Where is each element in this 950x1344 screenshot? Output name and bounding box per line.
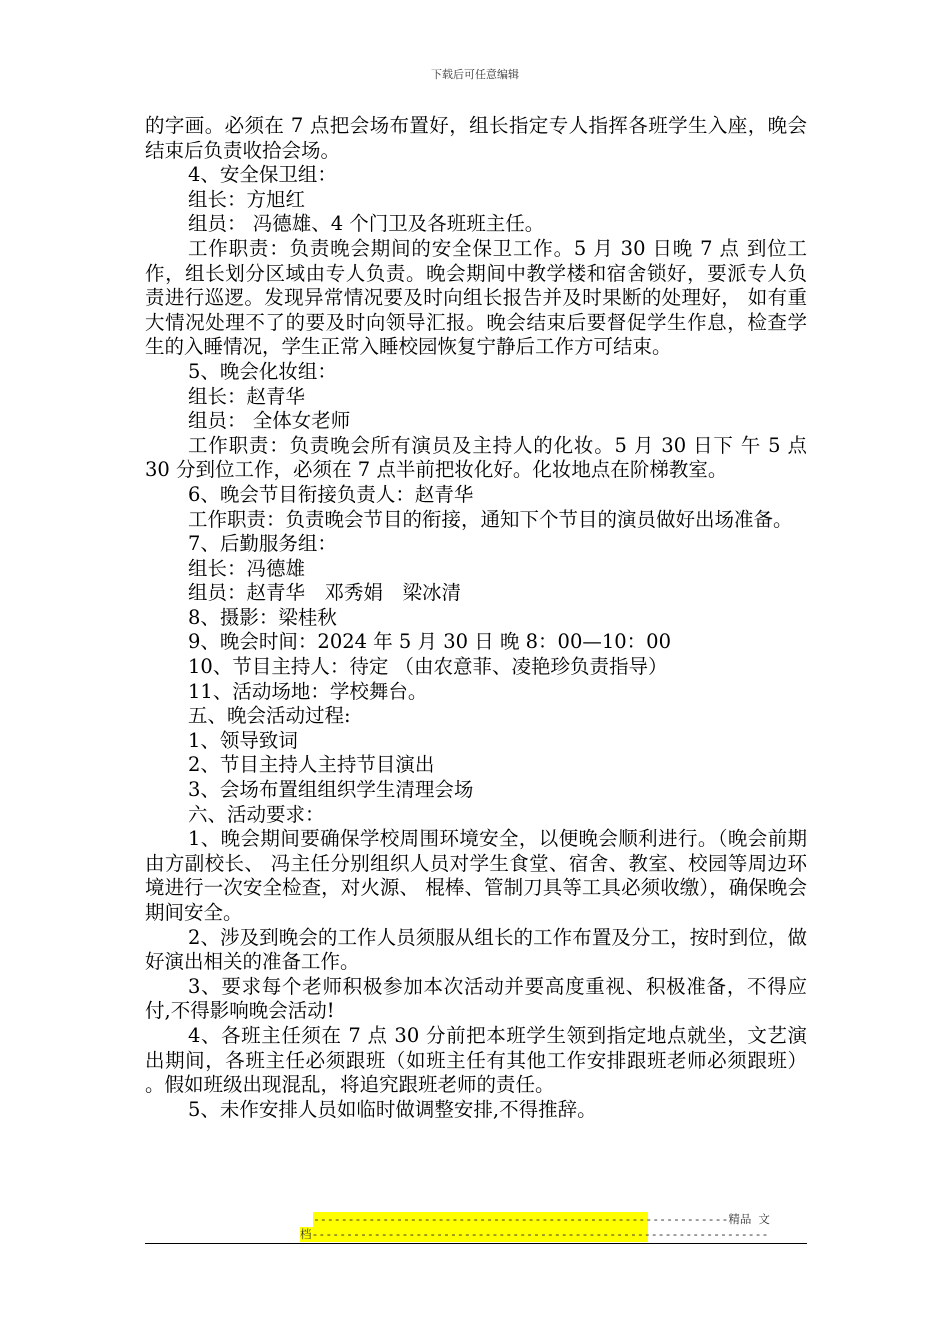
section-makeup-group: 5、晚会化妆组： [188,359,337,383]
security-group-leader: 组长：方旭红 [188,187,306,211]
page-header: 下载后可任意编辑 [431,68,519,81]
requirement-3: 3、要求每个老师积极参加本次活动并要高度重视、积极准备，不得应付,不得影响晚会活动! [145,974,807,1023]
document-body [145,114,807,1122]
requirement-2: 2、涉及到晚会的工作人员须服从组长的工作布置及分工，按时到位，做好演出相关的准备工作。 [145,925,807,974]
section-logistics-group: 7、后勤服务组： [188,532,337,556]
logistics-group-members: 组员：赵青华 邓秀娟 梁冰清 [188,581,462,605]
program-coordinator-duties: 工作职责：负责晚会节目的衔接，通知下个节目的演员做好出场准备。 [188,507,793,531]
requirement-4: 4、各班主任须在 7 点 30 分前把本班学生领到指定地点就坐，文艺演出期间，各班主任必须跟班（如班主任有其他工作安排跟班老师必须跟班） 。假如班级出现混乱，将追究跟班老师的责任。 [145,1023,807,1097]
footer-line-1: ------------------------------------------------------------精品 文 [313,1212,770,1226]
makeup-group-leader: 组长：赵青华 [188,384,306,408]
footer-divider [145,1243,807,1244]
process-step-3: 3、会场布置组组织学生清理会场 [188,778,474,802]
paragraph-venue-continuation: 的字画。必须在 7 点把会场布置好，组长指定专人指挥各班学生入座，晚会结束后负责收拾会场。 [145,114,807,162]
footer-line-2: 档------------------------------------------------------------------ [300,1227,769,1241]
requirement-1: 1、晚会期间要确保学校周围环境安全，以便晚会顺利进行。（晚会前期由方副校长、 冯主任分别组织人员对学生食堂、宿舍、教室、校园等周边环境进行一次安全检查，对火源、 棍棒、管制刀具等工具必须收缴），确保晚会期间安全。 [145,827,807,924]
security-group-members: 组员： 冯德雄、4 个门卫及各班班主任。 [188,212,545,236]
section-requirements: 六、活动要求： [188,802,325,826]
section-event-process: 五、晚会活动过程: [188,704,351,728]
footer-highlight [300,1212,770,1242]
event-venue: 11、活动场地：学校舞台。 [188,679,428,703]
process-step-2: 2、节目主持人主持节目演出 [188,753,435,777]
requirement-5: 5、未作安排人员如临时做调整安排,不得推辞。 [188,1097,597,1121]
logistics-group-leader: 组长：冯德雄 [188,556,306,580]
makeup-group-members: 组员： 全体女老师 [188,409,351,433]
security-group-duties: 工作职责：负责晚会期间的安全保卫工作。5 月 30 日晚 7 点 到位工作，组长划分区域由专人负责。晚会期间中教学楼和宿舍锁好，要派专人负责进行巡逻。发现异常情况要及时向组长报告并及时果断的处理好， 如有重大情况处理不了的要及时向领导汇报。晚会结束后要督促学生作息，检查学生的入睡情况，学生正常入睡校园恢复宁静后工作方可结束。 [145,236,807,359]
photography: 8、摄影：梁桂秋 [188,605,337,629]
section-security-group: 4、安全保卫组： [188,163,337,187]
section-program-coordinator: 6、晚会节目衔接负责人：赵青华 [188,482,474,506]
makeup-group-duties: 工作职责：负责晚会所有演员及主持人的化妆。5 月 30 日下 午 5 点 30 分到位工作，必须在 7 点半前把妆化好。化妆地点在阶梯教室。 [145,433,807,482]
event-time: 9、晚会时间：2024 年 5 月 30 日 晚 8：00—10：00 [188,630,671,654]
event-host: 10、节目主持人：待定 （由农意菲、凌艳珍负责指导） [188,655,668,679]
process-step-1: 1、领导致词 [188,728,298,752]
